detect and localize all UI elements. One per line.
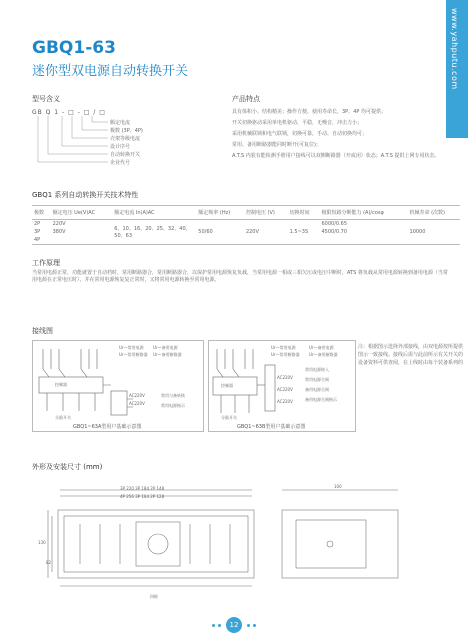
diagram-a-label: AC220V [129, 401, 145, 406]
spec-cell: 50/60 [198, 229, 213, 235]
diagram-b-label: Ur—备用电源 [309, 345, 334, 350]
page-dot [218, 624, 221, 627]
diagram-b-label: 备用电源合闸指示 [305, 397, 337, 402]
diagram-b-label: AC220V [277, 375, 293, 380]
table-row [32, 220, 460, 229]
diagram-a-label: 分励开关 [55, 415, 71, 420]
feature-line: 具有体积小、结构精美；操作方便、使用寿命长，3P、4P 均可提供； [232, 109, 386, 115]
page-dot [253, 624, 256, 627]
dimension-drawing [0, 476, 468, 606]
spec-cell: 2P [34, 221, 41, 227]
dimension-label: 82 [46, 560, 52, 565]
spec-col-header: 控制电压 (V) [244, 206, 288, 220]
diagram-b-label: 备用电源合闸 [305, 387, 329, 392]
spec-col-header: 极数 [32, 206, 51, 220]
side-tab-url: www.yahputu.com [450, 8, 459, 90]
spec-cell: 220V [245, 229, 259, 235]
diagram-b-label: 分励开关 [221, 415, 237, 420]
spec-col-header: 额定频率 (Hz) [196, 206, 244, 220]
diagram-a-label: AC220V [129, 393, 145, 398]
diagram-b-label: Ur—常用断路器 [271, 352, 300, 357]
diagram-a-label: Ur—常用电源 [119, 345, 144, 350]
diagram-a-label: 常用电源指示 [161, 403, 185, 408]
dimension-label: 100 [334, 484, 342, 489]
spec-cell: 6000/0.65 [321, 221, 348, 227]
model-code: GB Q 1 - □ - □ / □ [32, 109, 106, 116]
dimension-label: 3P 220 3P 184 2P 148 [120, 486, 165, 491]
page-number: 12 [226, 617, 242, 633]
spec-cell: 10000 [409, 229, 426, 235]
spec-table [32, 205, 460, 245]
page-subtitle: 迷你型双电源自动转换开关 [32, 64, 189, 79]
diagram-b-label: AC220V [277, 387, 293, 392]
model-item: 企业代号 [110, 160, 131, 166]
spec-heading: GBQ1 系列自动转换开关技术特性 [32, 191, 139, 199]
wiring-diagram-b [208, 340, 356, 432]
spec-col-header: 机械寿命 (次数) [408, 206, 460, 220]
wiring-diagram-a [32, 340, 204, 432]
diagram-a-label: Ur—备用断路器 [153, 352, 182, 357]
diagram-a-label: 控制器 [55, 382, 67, 387]
spec-col-header: 额定电流 In(A)AC [112, 206, 196, 220]
feature-line: 开关切换驱动采用单电机驱动，平稳，无噪音，冲击力小； [232, 120, 363, 126]
spec-cell: 6、10、16、20、25、32、40、50、63 [114, 226, 191, 239]
model-item: 设计序号 [110, 144, 131, 150]
spec-cell: 3P [34, 229, 41, 235]
spec-cell: 4500/0.70 [321, 229, 348, 235]
diagram-b-label: Ur—常用电源 [271, 345, 296, 350]
diagram-b-label: 控制器 [221, 383, 233, 388]
spec-cell: 220V [52, 221, 66, 227]
spec-cell: 1.5~3S [289, 229, 309, 235]
diagram-b-label: Ur—备用断路器 [309, 352, 338, 357]
model-item: 额定电流 [110, 120, 131, 126]
page-title: GBQ1-63 [32, 38, 116, 58]
spec-col-header: 切换时间 [288, 206, 320, 220]
diagram-a-caption: GBQ1~63A型用户基础示意图 [73, 424, 142, 430]
page-dot [247, 624, 250, 627]
wiring-heading: 接线图 [32, 327, 53, 335]
diagram-b-caption: GBQ1~63B型用户基础示意图 [237, 424, 306, 430]
diagram-b-label: 常用电源接入 [305, 367, 329, 372]
model-item: 极数 (3P、4P) [110, 128, 143, 134]
model-item: 自动转换开关 [110, 152, 141, 158]
feature-line: 采用机械联锁和电气联锁，切换可靠，手动、自动切换均可； [232, 131, 368, 137]
dimensions-heading: 外形及安装尺寸 (mm) [32, 463, 103, 471]
diagram-b-label: 常用电源合闸 [305, 377, 329, 382]
spec-cell: 380V [52, 229, 66, 235]
feature-line: A.T.S 内装有能检测手册用户接线可以双侧断路器（开或闭）状态；A.T.S 提供上网专用状态。 [232, 153, 440, 159]
feature-line: 常用、备用断路器能同时断开(可复位)； [232, 142, 321, 148]
page-dot [212, 624, 215, 627]
diagram-a-label: Ur—备用电源 [153, 345, 178, 350]
dimension-label: 130 [38, 540, 46, 545]
work-heading: 工作原理 [32, 259, 60, 267]
model-meaning-heading: 型号含义 [32, 95, 60, 103]
diagram-a-label: Ur—常用断路器 [119, 352, 148, 357]
dimension-label: 4P 256 3P 164 2P 128 [120, 494, 165, 499]
wiring-note: 注：根据图示选择外部接线，由双电源按所提供图示一致接线。接线后需与此前所示有关开关的设备资料可供查阅，在上线时由每个装备系列的 [358, 344, 464, 366]
spec-header-row [32, 206, 460, 220]
model-item: 壳架等级电流 [110, 136, 141, 142]
features-heading: 产品特点 [232, 95, 260, 103]
diagram-b-label: AC220V [277, 399, 293, 404]
diagram-a-label: 常用与备转换 [161, 393, 185, 398]
spec-col-header: 极限短路分断能力 (A)/cosφ [320, 206, 408, 220]
spec-col-header: 额定电压 Ue(V)AC [51, 206, 113, 220]
spec-cell: 4P [34, 237, 41, 243]
dimension-label: 四极 [150, 594, 158, 599]
work-text: 当常用电源正常，功能就置于自动档时，常用断路器合，常用断路器合，以保护常用电源恢复负载，当常用电源一相或三相欠压或电压中断时，ATS 将负载从常用电源转换到备用电源（当常用电源在正常电压时），并在常用电源恢复复正常时，又将常用电源转换至常用电源。 [32, 270, 448, 283]
